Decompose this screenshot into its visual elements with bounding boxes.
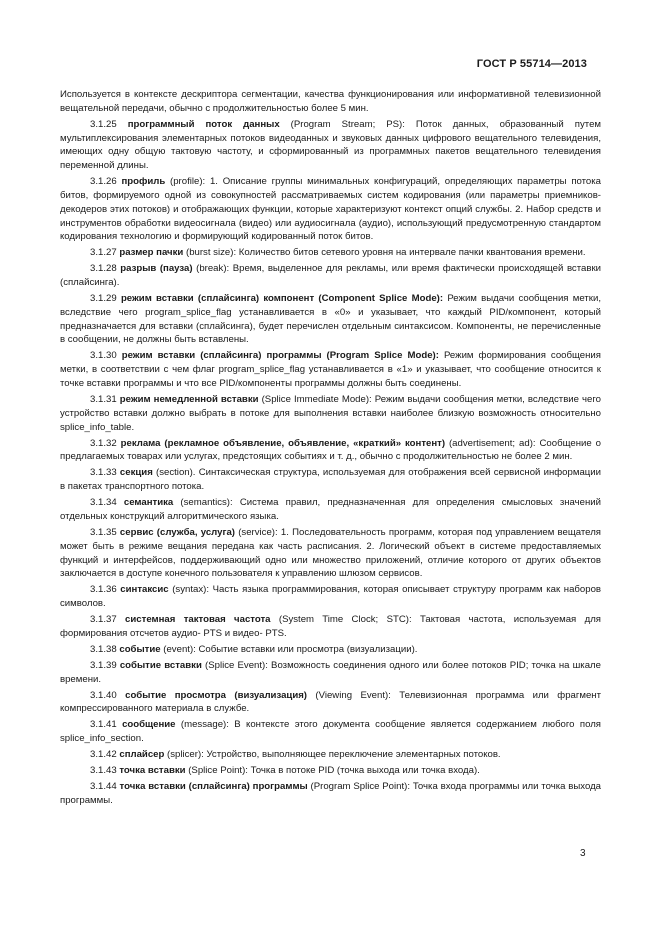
definition-term: профиль — [121, 176, 166, 188]
definition-3-1-44 — [60, 780, 601, 808]
page-number: 3 — [580, 848, 586, 859]
definition-text: (break): Время, выделенное для рекламы, или время фактически происходящей вставки (сплайсинга). — [60, 263, 601, 289]
definition-number: 3.1.44 — [90, 781, 117, 793]
definition-number: 3.1.40 — [90, 689, 117, 701]
definition-text: Режим выдачи сообщения метки, вследствие чего program_splice_flag устанавливается в «0» и указывает, что каждый PID/компонент, который предназначается для вставки (сплайсинга), будет перечислен отдельным синтаксисом. Компоненты, не перечисленные в сообщении, не должны быть вставлены. — [60, 293, 601, 346]
definition-text: (semantics): Система правил, предназначенная для определения смысловых значений отдельных конструкций алгоритмического языка. — [60, 497, 601, 522]
definition-3-1-25 — [60, 118, 601, 173]
definition-number: 3.1.31 — [90, 394, 117, 406]
definition-3-1-43 — [60, 764, 601, 778]
definition-3-1-39 — [60, 659, 601, 687]
definition-term: системная тактовая частота — [125, 614, 271, 626]
definition-term: режим вставки (сплайсинга) программы (Program Splice Mode): — [121, 350, 439, 362]
definition-text: (splicer): Устройство, выполняющее переключение элементарных потоков. — [164, 749, 501, 761]
definition-text: (service): 1. Последовательность программ, которая под управлением вещателя может быть в режиме вещания передана как часть расписания. 2. Логический объект в системе предоставляемых функций и интерфейсов, поддерживающий одно или множество приложений, отличие которого от других объектов заключается в доступе конечного пользователя к управлению шлюзом сервисов. — [60, 526, 601, 580]
definition-3-1-26 — [60, 175, 601, 244]
definition-text: Режим формирования сообщения метки, в соответствии с чем флаг program_splice_flag устанавливается в «1» и указывает, что сообщение относится к точке вставки программы и что все PID/компоненты программы должны быть соединены. — [60, 350, 601, 390]
definition-text: (Splice Immediate Mode): Режим выдачи сообщения метки, вследствие чего устройство вставки должно выбрать в потоке для выполнения вставки наиболее близкую возможность относительно splice_info_table. — [60, 394, 602, 433]
definition-number: 3.1.36 — [90, 584, 117, 596]
definition-term: разрыв (пауза) — [120, 263, 193, 275]
definition-3-1-34 — [60, 496, 601, 524]
definition-text: (event): Событие вставки или просмотра (визуализации). — [160, 643, 418, 655]
definition-number: 3.1.43 — [90, 765, 117, 777]
definition-term: событие — [119, 643, 161, 655]
definition-3-1-28 — [60, 262, 601, 290]
standard-header: ГОСТ Р 55714—2013 — [476, 58, 587, 70]
definition-term: точка вставки — [119, 765, 186, 777]
definition-text: (Viewing Event): Телевизионная программа или фрагмент компрессированного материала в службе. — [60, 689, 601, 715]
definition-text: (advertisement; ad): Сообщение о предлагаемых товарах или услугах, предстоящих событиях и т. д., обычно с продолжительностью не более 2 мин. — [60, 437, 601, 463]
definition-term: сервис (служба, услуга) — [119, 526, 235, 538]
definition-number: 3.1.27 — [90, 247, 117, 259]
definition-text: (syntax): Часть языка программирования, которая описывает структуру программ как наборов символов. — [60, 584, 602, 610]
definition-3-1-36 — [60, 583, 601, 611]
definition-number: 3.1.38 — [90, 643, 117, 655]
definition-3-1-42 — [60, 748, 601, 762]
definition-term: событие просмотра (визуализация) — [125, 689, 308, 701]
definition-3-1-38 — [60, 643, 601, 657]
definition-text: (Program Splice Point): Точка входа программы или точка выхода программы. — [60, 781, 601, 806]
definition-term: размер пачки — [119, 247, 184, 259]
definition-term: сообщение — [122, 719, 176, 731]
definition-number: 3.1.42 — [90, 749, 117, 761]
definition-3-1-30 — [60, 349, 601, 390]
definition-text: (message): В контексте этого документа сообщение является содержанием любого поля splice_info_section. — [60, 719, 602, 745]
definition-text: (profile): 1. Описание группы минимальных конфигураций, определяющих параметры потока битов, формируемого одной из совокупностей рассматриваемых систем кодирования (или параметры приемников-декодеров этих потоков) и отображающих функции, которые характеризуют контекст опций службы. 2. Набор средств и инструментов обработки видеосигнала (видео) или аудиосигнала (аудио), использующий предусмотренную стандартом кодирования технологию и формирующий кодированный поток битов. — [60, 176, 602, 243]
definition-text: (Splice Point): Точка в потоке PID (точка выхода или точка входа). — [185, 765, 480, 777]
definition-continuation — [60, 88, 601, 116]
definition-number: 3.1.33 — [90, 467, 117, 479]
definition-term: режим немедленной вставки — [119, 394, 259, 406]
definition-number: 3.1.37 — [90, 614, 117, 626]
definition-term: программный поток данных — [127, 118, 280, 130]
definition-3-1-41 — [60, 718, 601, 746]
definition-term: событие вставки — [119, 659, 202, 671]
definition-3-1-31 — [60, 393, 601, 434]
definition-text: (Splice Event): Возможность соединения одного или более потоков PID; точка на шкале времени. — [60, 659, 601, 685]
definition-term: сплайсер — [119, 749, 165, 761]
definition-3-1-29 — [60, 292, 601, 347]
definition-term: секция — [119, 467, 153, 479]
definition-3-1-27 — [60, 246, 601, 260]
definition-text: (burst size): Количество битов сетевого уровня на интервале пачки квантования времени. — [183, 247, 586, 259]
definition-text: (Program Stream; PS): Поток данных, образованный путем мультиплексирования элементарных потоков видеоданных и звуковых данных цифрового вещательного телевидения, имеющих одну общую тактовую частоту, и сформированный из программных пакетов вещательного телевидения переменной длины. — [60, 118, 601, 172]
definition-number: 3.1.35 — [90, 526, 117, 538]
definition-term: точка вставки (сплайсинга) программы — [119, 781, 308, 793]
definition-number: 3.1.30 — [90, 350, 117, 362]
definition-term: режим вставки (сплайсинга) компонент (Component Splice Mode): — [120, 293, 444, 305]
definition-number: 3.1.34 — [90, 497, 117, 509]
definition-3-1-32 — [60, 437, 601, 465]
definition-number: 3.1.29 — [90, 293, 117, 305]
definition-text: Используется в контексте дескриптора сегментации, качества функционирования или информативной телевизионной вещательной передачи, обычно с продолжительностью более 5 мин. — [60, 89, 601, 114]
definitions-body — [60, 88, 601, 810]
definition-number: 3.1.41 — [90, 719, 117, 731]
definition-term: синтаксис — [120, 584, 169, 596]
definition-3-1-35 — [60, 526, 601, 581]
definition-number: 3.1.32 — [90, 437, 117, 449]
definition-term: семантика — [123, 497, 174, 509]
definition-text: (section). Синтаксическая структура, используемая для отображения всей сервисной информации в пакетах транспортного потока. — [60, 467, 601, 493]
definition-number: 3.1.28 — [90, 263, 117, 275]
definition-text: (System Time Clock; STC): Тактовая частота, используемая для формирования отсчетов аудио- PTS и видео- PTS. — [60, 614, 601, 639]
definition-3-1-37 — [60, 613, 601, 641]
definition-number: 3.1.26 — [90, 176, 117, 188]
definition-3-1-40 — [60, 689, 601, 717]
definition-number: 3.1.25 — [90, 118, 117, 130]
definition-number: 3.1.39 — [90, 659, 117, 671]
definition-term: реклама (рекламное объявление, объявление, «краткий» контент) — [120, 437, 446, 449]
definition-3-1-33 — [60, 466, 601, 494]
